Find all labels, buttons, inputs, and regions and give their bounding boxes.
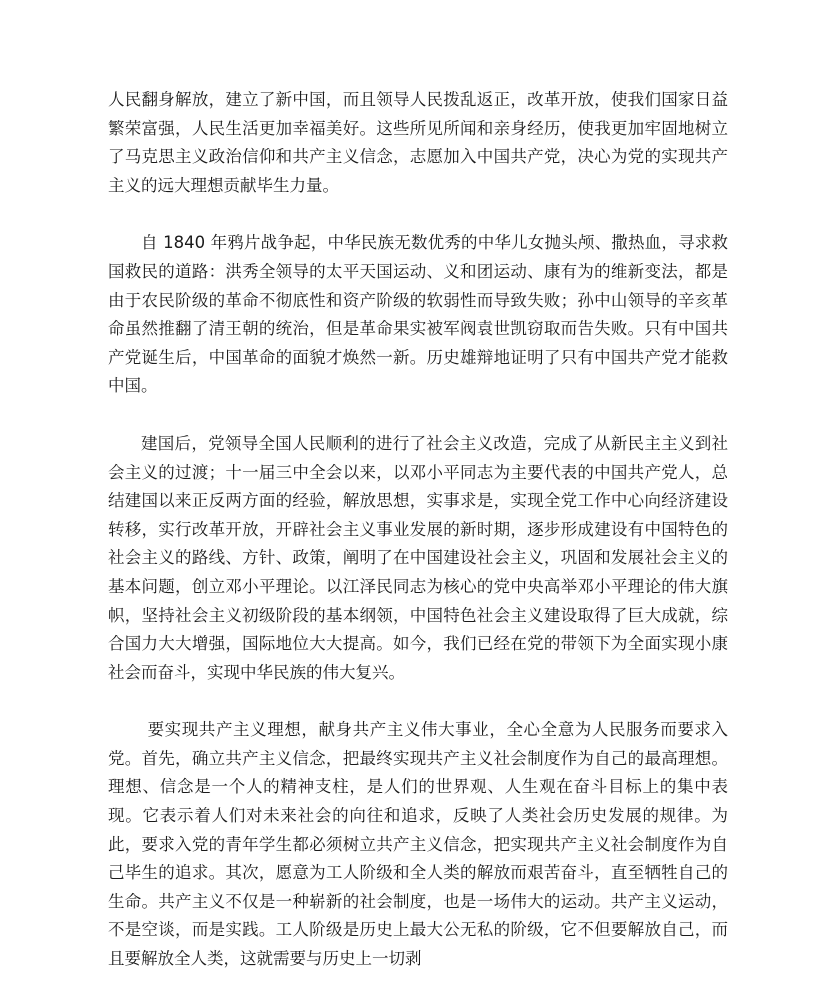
paragraph-2: 自 1840 年鸦片战争起，中华民族无数优秀的中华儿女抛头颅、撒热血，寻求救国救民的道路：洪秀全领导的太平天国运动、义和团运动、康有为的维新变法，都是由于农民阶级的革命不彻底性和资产阶级的软弱性而导致失败；孙中山领导的辛亥革命虽然推翻了清王朝的统治，但是革命果实被军阀袁世凯窃取而告失败。只有中国共产党诞生后，中国革命的面貌才焕然一新。历史雄辩地证明了只有中国共产党才能救中国。: [108, 233, 728, 396]
paragraph-1: 人民翻身解放，建立了新中国，而且领导人民拨乱返正，改革开放，使我们国家日益繁荣富强，人民生活更加幸福美好。这些所见所闻和亲身经历，使我更加牢固地树立了马克思主义政治信仰和共产主义信念，志愿加入中国共产党，决心为党的实现共产主义的远大理想贡献毕生力量。: [108, 90, 728, 195]
paragraph-3: 建国后，党领导全国人民顺利的进行了社会主义改造，完成了从新民主主义到社会主义的过渡；十一届三中全会以来，以邓小平同志为主要代表的中国共产党人，总结建国以来正反两方面的经验，解放思想，实事求是，实现全党工作中心向经济建设转移，实行改革开放，开辟社会主义事业发展的新时期，逐步形成建设有中国特色的社会主义的路线、方针、政策，阐明了在中国建设社会主义，巩固和发展社会主义的基本问题，创立邓小平理论。以江泽民同志为核心的党中央高举邓小平理论的伟大旗帜，坚持社会主义初级阶段的基本纲领，中国特色社会主义建设取得了巨大成就，综合国力大大增强，国际地位大大提高。如今，我们已经在党的带领下为全面实现小康社会而奋斗，实现中华民族的伟大复兴。: [108, 433, 728, 682]
document-body: [108, 86, 728, 1003]
paragraph-4: 要实现共产主义理想，献身共产主义伟大事业，全心全意为人民服务而要求入党。首先，确立共产主义信念，把最终实现共产主义社会制度作为自己的最高理想。理想、信念是一个人的精神支柱，是人们的世界观、人生观在奋斗目标上的集中表现。它表示着人们对未来社会的向往和追求，反映了人类社会历史发展的规律。为此，要求入党的青年学生都必须树立共产主义信念，把实现共产主义社会制度作为自己毕生的追求。其次，愿意为工人阶级和全人类的解放而艰苦奋斗，直至牺牲自己的生命。共产主义不仅是一种崭新的社会制度，也是一场伟大的运动。共产主义运动，不是空谈，而是实践。工人阶级是历史上最大公无私的阶级，它不但要解放自己，而且要解放全人类，这就需要与历史上一切剥: [108, 720, 728, 969]
